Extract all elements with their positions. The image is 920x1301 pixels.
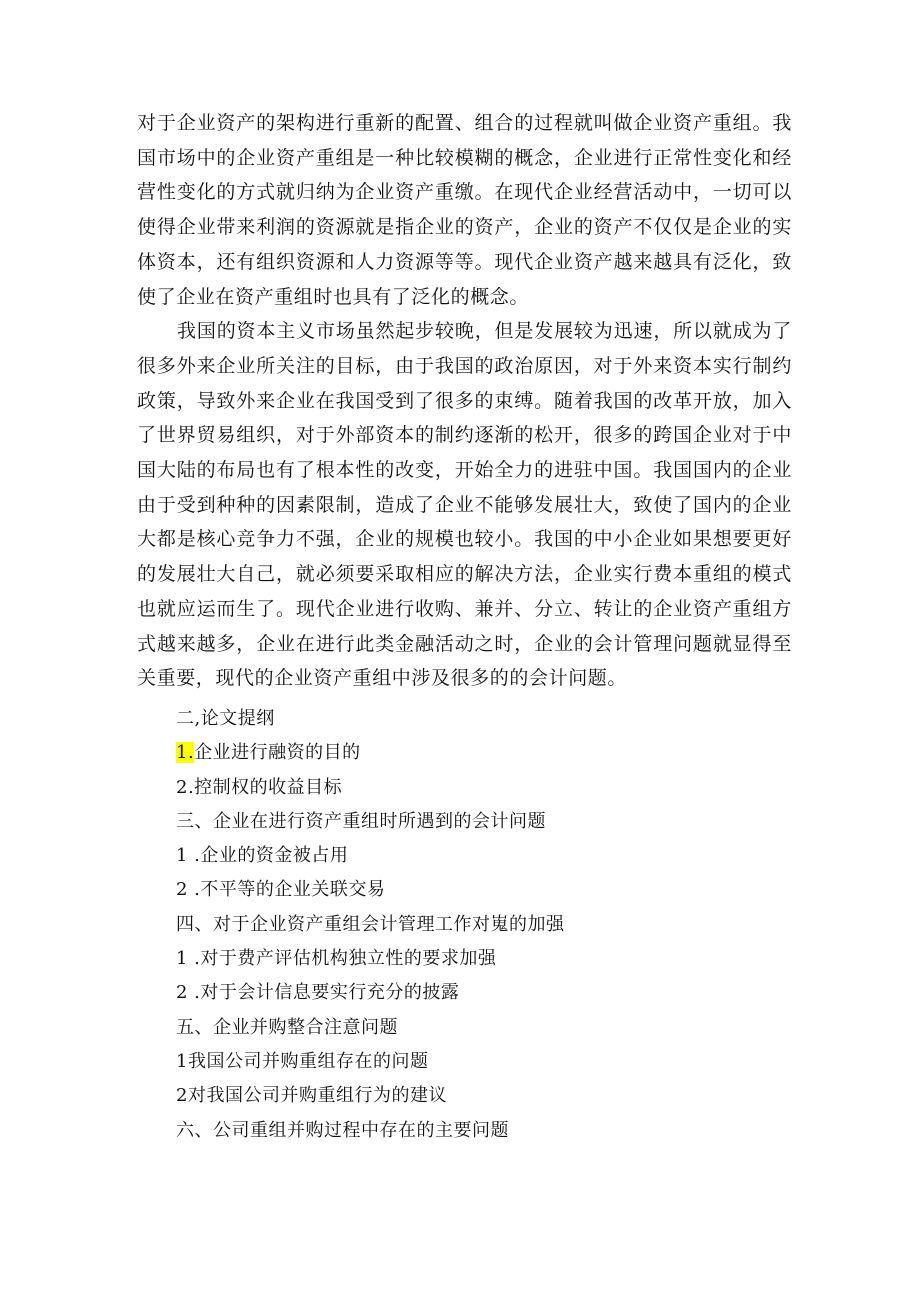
outline-item: 2 .对于会计信息要实行充分的披露 — [176, 982, 460, 1004]
outline-section-heading: 六、公司重组并购过程中存在的主要问题 — [176, 1119, 509, 1141]
outline-section-heading: 四、对于企业资产重组会计管理工作对嵬的加强 — [176, 913, 565, 935]
outline-item: 1 .对于费产评估机构独立性的要求加强 — [176, 948, 497, 970]
outline-section-heading: 三、企业在进行资产重组时所遇到的会计问题 — [176, 810, 546, 832]
outline-item-highlighted — [176, 736, 792, 770]
document-page — [137, 106, 792, 1148]
outline-section-heading: 五、企业并购整合注意问题 — [176, 1016, 398, 1038]
outline-item: 1我国公司并购重组存在的问题 — [176, 1050, 429, 1072]
outline-item-text: 企业进行融资的目的 — [194, 742, 361, 764]
thesis-outline — [137, 702, 792, 1148]
outline-item: 2对我国公司并购重组行为的建议 — [176, 1085, 447, 1107]
outline-heading: 二,论文提纲 — [176, 707, 275, 729]
outline-item: 2.控制权的收益目标 — [176, 776, 343, 798]
background-paragraph: 我国的资本主义市场虽然起步较晚，但是发展较为迅速，所以就成为了很多外来企业所关注的目标，由于我国的政治原因，对于外来资本实行制约政策，导致外来企业在我国受到了很多的束缚。随着我国的改革开放，加入了世界贸易组织，对于外部资本的制约逐渐的松开，很多的跨国企业对于中国大陆的布局也有了根本性的改变，开始全力的进驻中国。我国国内的企业由于受到种种的因素限制，造成了企业不能够发展壮大，致使了国内的企业大都是核心竞争力不强，企业的规模也较小。我国的中小企业如果想要更好的发展壮大自己，就必须要采取相应的解决方法，企业实行费本重组的模式也就应运而生了。现代企业进行收购、兼并、分立、转让的企业资产重组方式越来越多，企业在进行此类金融活动之时，企业的会计管理问题就显得至关重要，现代的企业资产重组中涉及很多的的会计问题。 — [137, 320, 792, 690]
highlighted-number: 1. — [176, 742, 195, 764]
intro-paragraph: 对于企业资产的架构进行重新的配置、组合的过程就叫做企业资产重组。我国市场中的企业资产重组是一种比较模糊的概念，企业进行正常性变化和经营性变化的方式就归纳为企业资产重缴。在现代企业经营活动中，一切可以使得企业带来利润的资源就是指企业的资产，企业的资产不仅仅是企业的实体资本，还有组织资源和人力资源等等。现代企业资产越来越具有泛化，致使了企业在资产重组时也具有了泛化的概念。 — [137, 112, 792, 308]
outline-item: 1 .企业的资金被占用 — [176, 845, 349, 867]
outline-item: 2 .不平等的企业关联交易 — [176, 879, 386, 901]
